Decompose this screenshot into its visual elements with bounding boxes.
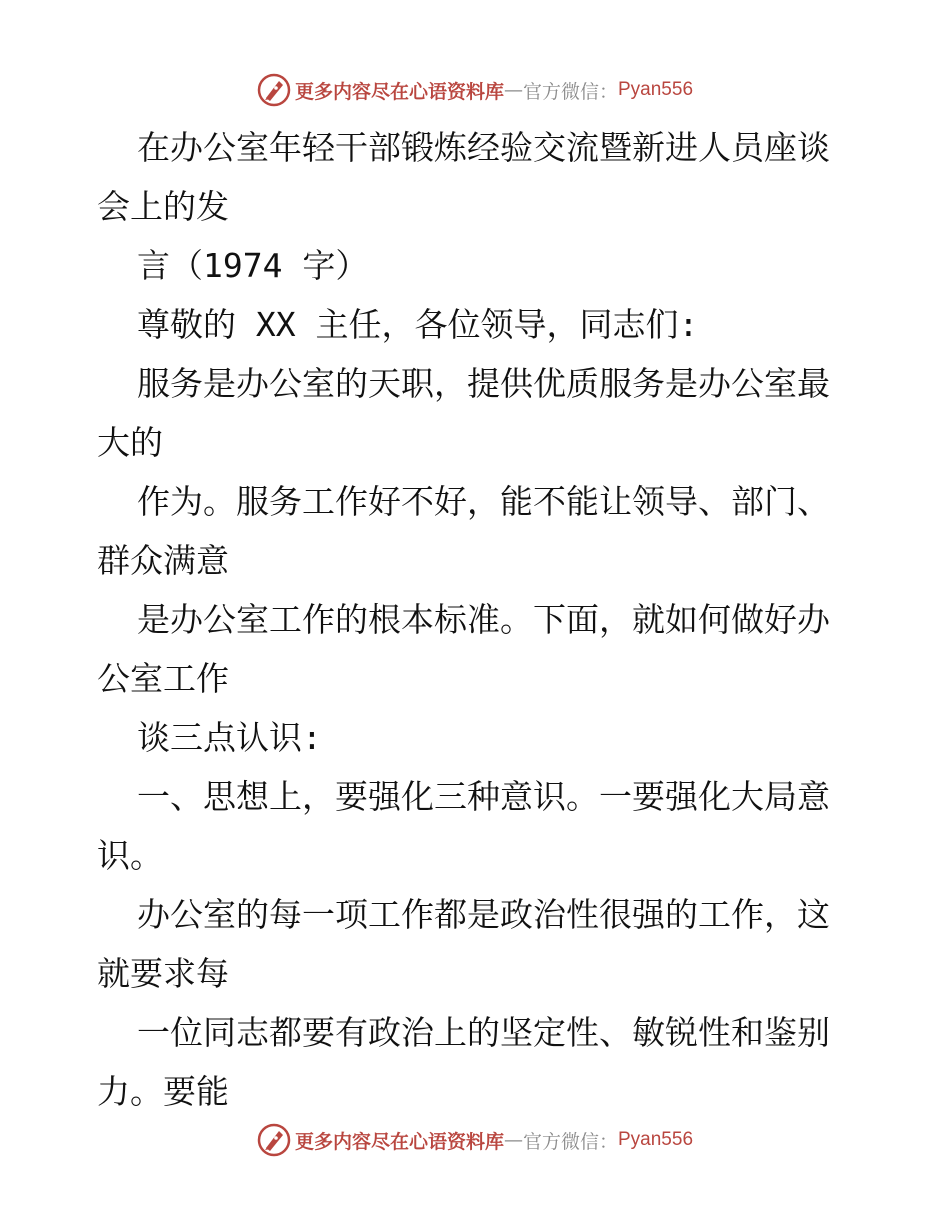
watermark-contact-id: Pyan556 — [618, 1129, 694, 1150]
paragraph-line: 一、思想上，要强化三种意识。一要强化大局意 — [137, 777, 830, 816]
paragraph-line: 尊敬的 XX 主任，各位领导，同志们: — [137, 305, 699, 344]
paragraph-line: 服务是办公室的天职，提供优质服务是办公室最 — [137, 364, 830, 403]
paragraph-line: 识。 — [97, 836, 163, 875]
paragraph-line: 就要求每 — [97, 954, 229, 993]
paragraph-line: 在办公室年轻干部锻炼经验交流暨新进人员座谈 — [137, 128, 830, 167]
watermark-separator: — — [503, 79, 523, 101]
paragraph-line: 办公室的每一项工作都是政治性很强的工作，这 — [137, 895, 830, 934]
paragraph-line: 是办公室工作的根本标准。下面，就如何做好办 — [137, 600, 830, 639]
pen-nib-logo-icon — [257, 1123, 291, 1157]
watermark-contact-id: Pyan556 — [618, 79, 694, 100]
paragraph-line: 一位同志都要有政治上的坚定性、敏锐性和鉴别 — [137, 1013, 830, 1052]
paragraph-line: 力。要能 — [97, 1072, 229, 1111]
header-watermark — [0, 72, 950, 108]
pen-nib-logo-icon — [257, 73, 291, 107]
paragraph-line: 群众满意 — [97, 541, 229, 580]
document-body — [97, 118, 867, 1121]
paragraph-line: 言（1974 字） — [137, 246, 369, 285]
watermark-brand-text: 更多内容尽在心语资料库 — [294, 1130, 504, 1153]
paragraph-line: 谈三点认识: — [137, 718, 322, 757]
watermark-brand-text: 更多内容尽在心语资料库 — [294, 80, 504, 103]
footer-watermark — [0, 1122, 950, 1158]
watermark-contact-label: 官方微信： — [522, 1130, 618, 1153]
paragraph-line: 会上的发 — [97, 187, 229, 226]
paragraph-line: 公室工作 — [97, 659, 229, 698]
paragraph-line: 大的 — [97, 423, 163, 462]
watermark-contact-label: 官方微信： — [522, 80, 618, 103]
watermark-separator: — — [503, 1129, 523, 1151]
paragraph-line: 作为。服务工作好不好，能不能让领导、部门、 — [137, 482, 830, 521]
